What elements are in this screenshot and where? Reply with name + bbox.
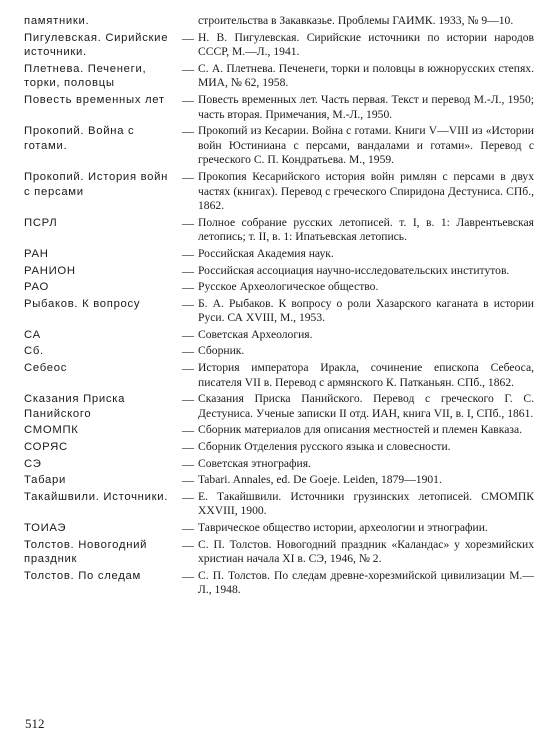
entry-definition: Русское Археологическое общество. (198, 280, 379, 294)
entry-definition: Российская Академия наук. (198, 246, 334, 260)
abbreviation-entry (24, 521, 534, 536)
entry-dash: — (182, 92, 194, 107)
entry-definition: Прокопия Кесарийского история войн римлян с персами в двух частях (книгах). Перевод с греческого Спиридона Дестуниса. СПб., 1862. (198, 169, 534, 213)
entry-dash: — (182, 263, 194, 278)
entry-dash: — (182, 215, 194, 230)
entry-term: СОРЯС (24, 441, 68, 454)
entry-term: ПСРЛ (24, 216, 58, 229)
entry-dash: — (182, 344, 194, 359)
abbreviation-entry (24, 14, 534, 29)
entry-term: Рыбаков. К вопросу (24, 297, 141, 310)
entry-term: Сб. (24, 345, 44, 358)
entry-definition: С. А. Плетнева. Печенеги, торки и половцы в южнорусских степях. МИА, № 62, 1958. (198, 61, 534, 90)
entry-definition: Советская этнография. (198, 456, 311, 470)
entry-definition: Сборник Отделения русского языка и словесности. (198, 440, 451, 454)
entry-term: РАО (24, 281, 49, 294)
abbreviation-entry (24, 473, 534, 488)
entry-dash: — (182, 537, 194, 552)
entry-term: Толстов. Новогодний праздник (24, 538, 148, 566)
entry-definition: Таврическое общество истории, археологии и этнографии. (198, 521, 488, 534)
entry-term: СЭ (24, 457, 42, 470)
entry-term: памятники. (24, 15, 90, 27)
entry-dash: — (182, 440, 194, 455)
abbreviation-entry (24, 216, 534, 245)
entry-definition: С. П. Толстов. Новогодний праздник «Каландас» у хорезмийских христиан начала XI в. СЭ, 1946, № 2. (198, 537, 534, 566)
abbreviation-entry (24, 538, 534, 567)
entry-definition: строительства в Закавказье. Проблемы ГАИМК. 1933, № 9—10. (198, 14, 514, 27)
entry-dash: — (182, 473, 194, 488)
entry-definition: Повесть временных лет. Часть первая. Текст и перевод М.-Л., 1950; часть вторая. Примечания, М.-Л., 1950. (198, 92, 534, 121)
abbreviation-entry (24, 457, 534, 472)
abbreviation-entry (24, 62, 534, 91)
entry-dash: — (182, 568, 194, 583)
entry-definition: История императора Иракла, сочинение епископа Себеоса, писателя VII в. Перевод с армянского К. Патканьян. СПб., 1862. (198, 361, 534, 389)
entry-term: СА (24, 328, 41, 341)
entry-definition: Н. В. Пигулевская. Сирийские источники по истории народов СССР, М.—Л., 1941. (198, 30, 534, 59)
entry-dash: — (182, 392, 194, 407)
abbreviation-entry (24, 569, 534, 598)
entry-dash: — (182, 423, 194, 438)
entry-dash: — (182, 327, 194, 342)
entry-definition: Е. Такайшвили. Источники грузинских летописей. СМОМПК XXVIII, 1900. (198, 489, 534, 518)
abbreviation-entry (24, 490, 534, 519)
abbreviation-entry (24, 264, 534, 279)
entry-definition: Сказания Приска Панийского. Перевод с греческого Г. С. Дестуниса. Ученые записки II отд. ИАН, книга VII, в. I, СПб., 1861. (198, 392, 534, 420)
entry-term: Такайшвили. Источники. (24, 490, 169, 503)
entry-dash: — (182, 61, 194, 76)
entry-term: Табари (24, 474, 66, 487)
entry-definition: Б. А. Рыбаков. К вопросу о роли Хазарского каганата в истории Руси. СА XVIII, М., 1953. (198, 296, 534, 325)
entry-definition: Сборник. (198, 344, 245, 358)
entry-term: Прокопий. Война с готами. (24, 125, 135, 152)
abbreviation-entry (24, 124, 534, 168)
abbreviation-entry (24, 31, 534, 60)
abbreviation-entry (24, 247, 534, 262)
entry-term: Плетнева. Печенеги, торки, половцы (24, 62, 147, 90)
abbreviation-entry (24, 328, 534, 343)
entry-definition: Сборник материалов для описания местностей и племен Кавказа. (198, 423, 523, 437)
entry-definition: Прокопий из Кесарии. Война с готами. Книги V—VIII из «Истории войн Юстиниана с персами, вандалами и готами». Перевод с греческого С. П. Кондратьева. М., 1959. (198, 124, 534, 167)
entry-term: РАНИОН (24, 264, 76, 277)
entry-definition: Советская Археология. (198, 327, 313, 341)
abbreviation-entry (24, 93, 534, 122)
entry-dash: — (182, 30, 194, 45)
entry-term: Сказания Приска Панийского (24, 393, 126, 420)
entry-dash: — (182, 280, 194, 295)
abbreviation-entry (24, 423, 534, 438)
abbreviation-entry (24, 440, 534, 455)
abbreviation-list (24, 14, 534, 600)
entry-dash: — (182, 521, 194, 535)
entry-term: СМОМПК (24, 424, 79, 437)
entry-term: Себеос (24, 362, 68, 375)
abbreviation-entry (24, 280, 534, 295)
abbreviation-entry (24, 392, 534, 421)
entry-term: РАН (24, 247, 49, 260)
entry-term: Толстов. По следам (24, 569, 141, 582)
entry-definition: Tabari. Annales, ed. De Goeje. Leiden, 1879—1901. (198, 473, 442, 487)
abbreviation-entry (24, 297, 534, 326)
entry-dash: — (182, 456, 194, 471)
entry-dash: — (182, 296, 194, 311)
entry-definition: Полное собрание русских летописей. т. I, в. 1: Лаврентьевская летопись; т. II, в. 1: Ипатьевская летопись. (198, 215, 534, 244)
entry-definition: Российская ассоциация научно-исследовательских институтов. (198, 263, 510, 277)
abbreviation-entry (24, 170, 534, 214)
entry-dash: — (182, 124, 194, 139)
page-number: 512 (25, 716, 45, 731)
entry-dash: — (182, 489, 194, 504)
entry-term: ТОИАЭ (24, 522, 67, 534)
entry-dash: — (182, 246, 194, 261)
entry-term: Пигулевская. Сирийские источники. (24, 31, 169, 59)
abbreviation-entry (24, 361, 534, 390)
entry-term: Повесть временных лет (24, 93, 165, 106)
entry-dash: — (182, 361, 194, 376)
entry-term: Прокопий. История войн с персами (24, 170, 169, 198)
abbreviation-entry (24, 344, 534, 359)
entry-dash: — (182, 169, 194, 184)
entry-definition: С. П. Толстов. По следам древне-хорезмийской цивилизации М.— Л., 1948. (198, 568, 534, 597)
